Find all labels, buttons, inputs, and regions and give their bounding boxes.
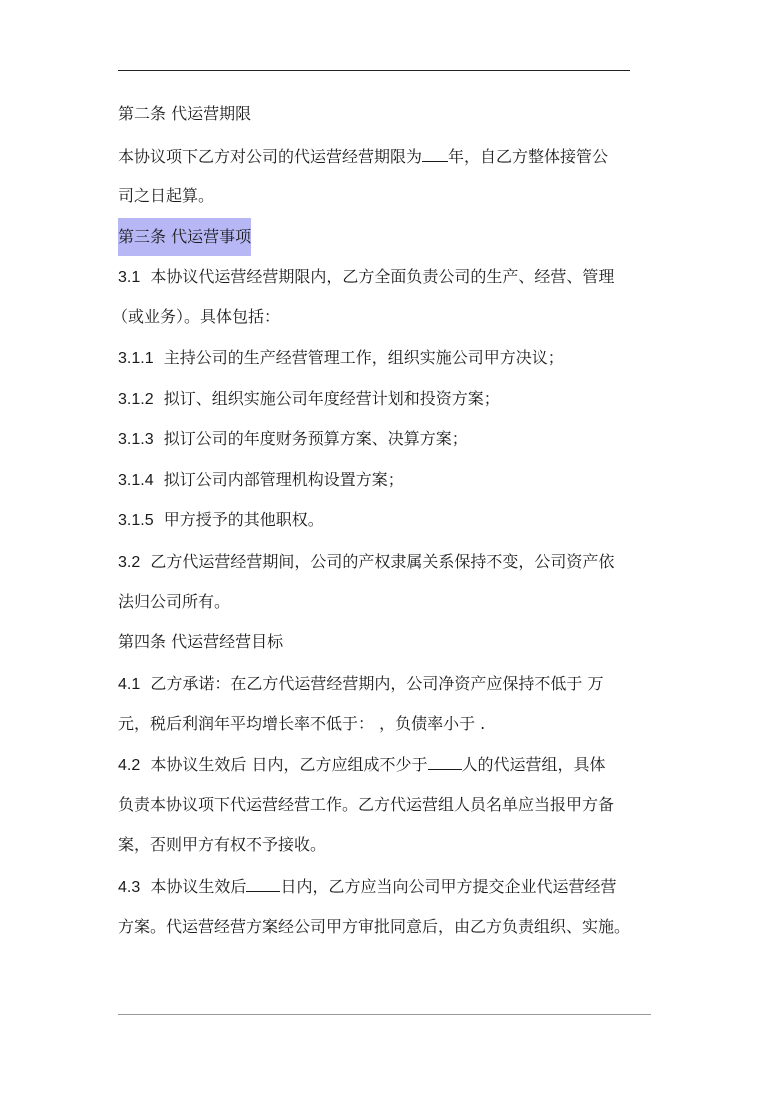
term-years-blank xyxy=(422,143,448,162)
section-3-1-cont: （或业务）。具体包括： xyxy=(112,307,281,326)
article-4-heading: 第四条 代运营经营目标 xyxy=(118,632,284,651)
highlighted-heading: 第三条 代运营事项 xyxy=(118,218,251,256)
section-3-2-cont: 法归公司所有。 xyxy=(118,592,231,611)
article-2-heading: 第二条 代运营期限 xyxy=(118,104,252,123)
team-size-blank xyxy=(428,751,462,770)
section-4-2-cont: 负责本协议项下代运营经营工作。乙方代运营组人员名单应当报甲方备 xyxy=(118,795,615,814)
article-2-paragraph-cont: 司之日起算。 xyxy=(118,186,215,205)
section-3-2: 3.2 乙方代运营经营期间，公司的产权隶属关系保持不变，公司资产依 xyxy=(118,552,615,571)
article-3-heading xyxy=(118,218,251,256)
section-3-1-3: 3.1.3 拟订公司的年度财务预算方案、决算方案； xyxy=(118,429,468,448)
section-4-1: 4.1 乙方承诺：在乙方代运营经营期内，公司净资产应保持不低于 万 xyxy=(118,674,604,693)
section-3-1-4: 3.1.4 拟订公司内部管理机构设置方案； xyxy=(118,470,404,489)
section-3-1: 3.1 本协议代运营经营期限内，乙方全面负责公司的生产、经营、管理 xyxy=(118,267,615,286)
footer-rule xyxy=(118,1014,651,1015)
days-blank xyxy=(246,873,280,892)
section-3-1-2: 3.1.2 拟订、组织实施公司年度经营计划和投资方案； xyxy=(118,389,500,408)
section-4-2-cont-2: 案，否则甲方有权不予接收。 xyxy=(118,835,327,854)
section-4-3-cont: 方案。代运营经营方案经公司甲方审批同意后，由乙方负责组织、实施。 xyxy=(118,917,631,936)
header-rule xyxy=(118,70,630,71)
article-2-paragraph: 本协议项下乙方对公司的代运营经营期限为 年，自乙方整体接管公 xyxy=(118,142,608,172)
section-4-3: 4.3 本协议生效后 日内，乙方应当向公司甲方提交企业代运营经营 xyxy=(118,872,616,902)
section-3-1-1: 3.1.1 主持公司的生产经营管理工作，组织实施公司甲方决议； xyxy=(118,348,564,367)
section-3-1-5: 3.1.5 甲方授予的其他职权。 xyxy=(118,510,324,529)
section-4-2: 4.2 本协议生效后 日内，乙方应组成不少于 人的代运营组，具体 xyxy=(118,750,606,780)
section-4-1-cont: 元，税后利润年平均增长率不低于： ，负债率小于 . xyxy=(118,714,486,733)
